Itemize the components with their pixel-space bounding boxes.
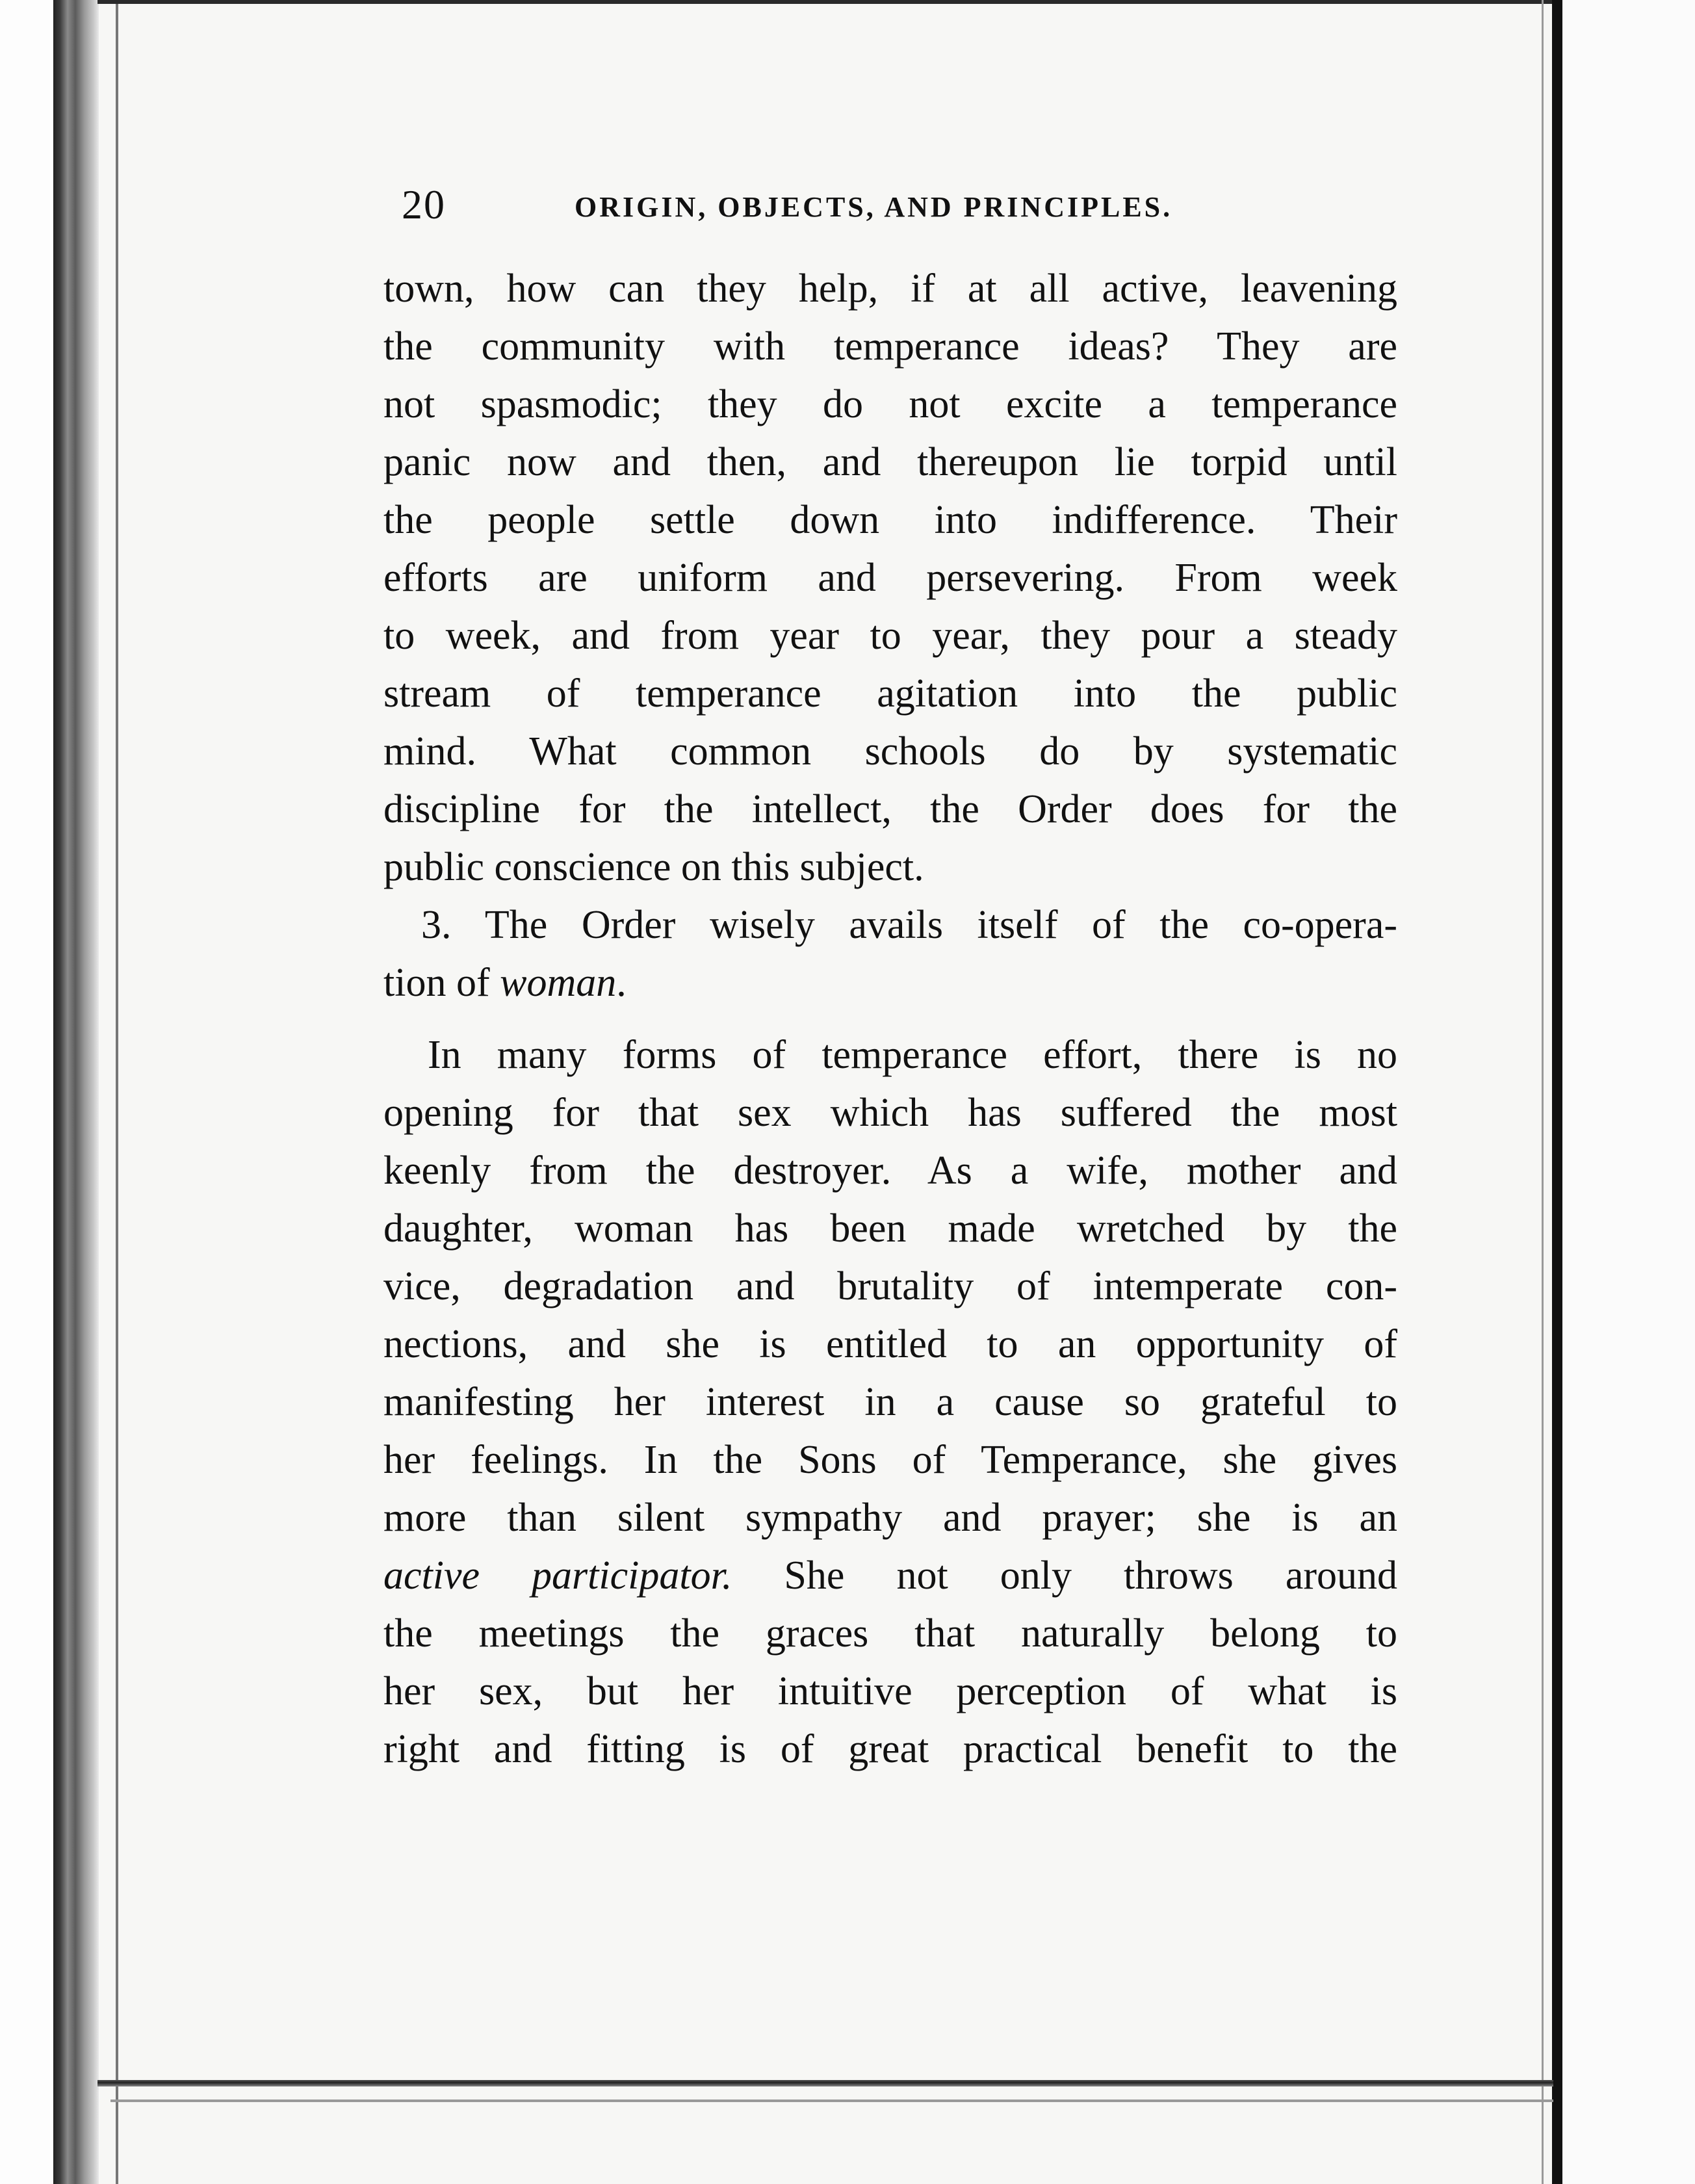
text-line: keenly from the destroyer. As a wife, mother and xyxy=(383,1149,1397,1193)
right-page-border xyxy=(1552,0,1562,2184)
top-edge xyxy=(97,0,1553,4)
text-line: to week, and from year to year, they pour a steady xyxy=(383,614,1397,658)
text-line-with-emphasis xyxy=(383,1547,1397,1605)
numbered-point-3: 3. The Order wisely avails itself of the co-opera- xyxy=(421,903,1397,947)
page-number: 20 xyxy=(402,181,446,228)
emphasis-line-rest: She not only throws around xyxy=(732,1554,1398,1598)
scan-margin-right xyxy=(1562,0,1695,2184)
text-line: nections, and she is entitled to an opportunity of xyxy=(383,1322,1397,1366)
text-line: her sex, but her intuitive perception of what is xyxy=(383,1669,1397,1713)
text-line: the people settle down into indifference. Their xyxy=(383,498,1397,542)
point3-prefix: tion of xyxy=(383,961,500,1005)
point3-emphasis: woman xyxy=(500,961,617,1005)
text-line: the meetings the graces that naturally belong to xyxy=(383,1611,1397,1656)
text-line: daughter, woman has been made wretched by the xyxy=(383,1206,1397,1251)
text-line: public conscience on this subject. xyxy=(383,845,924,889)
numbered-point-3-continuation xyxy=(383,954,1397,1012)
paragraph-gap xyxy=(383,1012,1397,1026)
page-edge-line xyxy=(116,0,118,2184)
running-head xyxy=(402,176,1396,234)
text-line: efforts are uniform and persevering. From week xyxy=(383,556,1397,600)
text-line: vice, degradation and brutality of intemperate con- xyxy=(383,1264,1397,1308)
text-line: mind. What common schools do by systematic xyxy=(383,729,1397,774)
text-line: more than silent sympathy and prayer; she is an xyxy=(383,1496,1397,1540)
text-line: opening for that sex which has suffered the most xyxy=(383,1091,1397,1135)
text-line: not spasmodic; they do not excite a temperance xyxy=(383,382,1397,426)
bottom-edge xyxy=(97,2080,1553,2086)
text-line: manifesting her interest in a cause so grateful to xyxy=(383,1380,1397,1424)
bottom-edge-inner xyxy=(110,2100,1553,2102)
text-line: panic now and then, and thereupon lie torpid until xyxy=(383,440,1397,484)
text-line: her feelings. In the Sons of Temperance, she gives xyxy=(383,1438,1397,1482)
right-inner-edge xyxy=(1542,0,1544,2184)
book-spine-edge xyxy=(53,0,99,2184)
text-line: discipline for the intellect, the Order does for the xyxy=(383,787,1397,831)
text-line: stream of temperance agitation into the public xyxy=(383,671,1397,716)
running-title: ORIGIN, OBJECTS, AND PRINCIPLES. xyxy=(575,191,1173,223)
text-line: In many forms of temperance effort, there is no xyxy=(428,1033,1397,1077)
text-line: the community with temperance ideas? They are xyxy=(383,324,1397,369)
scan-margin-left xyxy=(0,0,52,2184)
page-body xyxy=(383,260,1397,1778)
point3-suffix: . xyxy=(616,961,627,1005)
text-line: right and fitting is of great practical benefit to the xyxy=(383,1727,1397,1771)
emphasis-active-participator: active participator. xyxy=(383,1554,732,1598)
text-line: town, how can they help, if at all active, leavening xyxy=(383,266,1397,311)
